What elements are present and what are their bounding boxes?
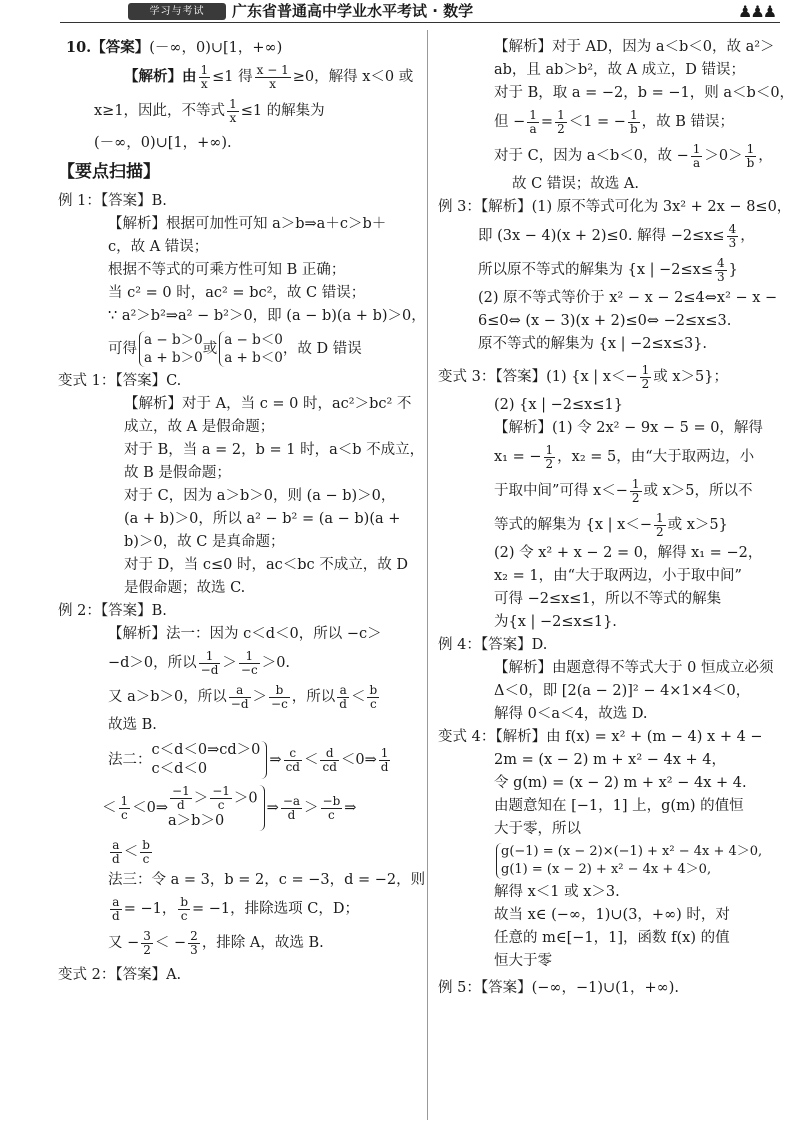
- v4-system: [438, 843, 788, 879]
- fraction: [691, 143, 703, 170]
- q10-explain-3: (－∞，0)∪[1，+∞).: [94, 135, 232, 151]
- system-brace: a − b＞0 a + b＞0: [139, 331, 203, 367]
- fraction: [178, 896, 190, 923]
- v4-line: 2m = (x − 2) m + x² − 4x + 4，: [494, 752, 727, 768]
- system-brace: g(−1) = (x − 2)×(−1) + x² − 4x + 4＞0, g(1) = (x − 2) + x² − 4x + 4＞0,: [496, 843, 762, 879]
- denominator: a: [529, 121, 537, 136]
- ex2-method3: 又 − $\frac{3}{2}$ ＜ − $\frac{2}{3}$ ，排除 A，故选 B.: [108, 928, 324, 957]
- numerator: −b: [322, 793, 341, 808]
- column-divider: [427, 30, 428, 1120]
- denominator: 3: [717, 269, 725, 284]
- denominator: b: [629, 121, 638, 136]
- ex4-line: Δ＜0，即 [2(a − 2)]² − 4×1×4＜0，: [494, 683, 751, 699]
- v1-line: 是假命题；故选 C.: [124, 580, 246, 596]
- numerator: b: [369, 682, 378, 697]
- v4-line: 恒大于零: [494, 953, 552, 969]
- v3-line: 为{x | −2≤x≤1}.: [494, 614, 617, 630]
- system-brace: a − b＜0 a + b＜0: [219, 331, 283, 367]
- v3-line: 【解析】(1) 令 2x² − 9x − 5 = 0，解得: [494, 420, 763, 436]
- ex1-answer: 例 1：【答案】B.: [58, 193, 167, 209]
- fraction: [140, 839, 152, 866]
- v1-answer: 变式 1：【答案】C.: [58, 373, 182, 389]
- numerator: 1: [545, 442, 554, 457]
- q10-answer: 10.【答案】(－∞，0)∪[1，+∞): [66, 39, 283, 56]
- header-title: 广东省普通高中学业水平考试 · 数学: [232, 2, 474, 20]
- ex1-line: 当 c² = 0 时，ac² = bc²，故 C 错误；: [108, 285, 366, 301]
- ex2-line: 【解析】法一：因为 c＜d＜0，所以 −c＞: [108, 626, 382, 642]
- numerator: d: [320, 747, 338, 761]
- denominator: 2: [143, 942, 151, 957]
- numerator: 1: [557, 107, 565, 122]
- q10-explain-1: 【解析】由 $\frac{1}{x}$ ≤1 得 $\frac{x - 1}{x}$ ≥0，解得 x＜0 或: [124, 62, 414, 91]
- v2-line: 但 − $\frac{1}{a}$ = $\frac{1}{2}$ ＜1 = − $\frac{1}{b}$ ，故 B 错误；: [494, 107, 735, 136]
- denominator: 3: [728, 235, 737, 250]
- v1-line: 对于 C，因为 a＞b＞0，则 (a − b)＞0，: [124, 488, 396, 504]
- denominator: x: [200, 76, 208, 91]
- fraction: [227, 98, 239, 125]
- header-rule: [60, 22, 780, 23]
- fraction: [527, 109, 539, 136]
- ex3-line: 所以原不等式的解集为 {x | −2≤x≤ $\frac{4}{3}$ }: [478, 255, 738, 284]
- fraction: [284, 747, 302, 774]
- numerator: a: [229, 684, 251, 698]
- numerator: 1: [379, 747, 391, 761]
- denominator: a: [692, 155, 701, 170]
- v4-line: 解得 x＜1 或 x＞3.: [494, 884, 620, 900]
- numerator: b: [180, 894, 189, 909]
- v4-line: 由题意知在 [−1，1] 上，g(m) 的值恒: [494, 798, 744, 814]
- ex2-method3: $\frac{a}{d}$ = −1， $\frac{b}{c}$ = −1，排除选项 C，D；: [112, 894, 359, 923]
- denominator: b: [746, 155, 755, 170]
- denominator: −d: [230, 696, 249, 711]
- numerator: 1: [199, 650, 221, 664]
- ex3-line: 即 (3x − 4)(x + 2)≤0. 解得 −2≤x≤ $\frac{4}{3}$ ，: [478, 221, 755, 250]
- fraction: [281, 795, 302, 822]
- fraction: [727, 223, 739, 250]
- ex4-line: 【解析】由题意得不等式大于 0 恒成立必须: [494, 660, 774, 676]
- numerator: 1: [200, 62, 209, 77]
- fraction: [654, 512, 666, 539]
- denominator: 3: [190, 942, 198, 957]
- denominator: d: [287, 807, 296, 822]
- denominator: 2: [545, 456, 554, 471]
- fraction: [367, 684, 379, 711]
- fraction: [715, 257, 727, 284]
- v2-line: ab，且 ab＞b²，故 A 成立，D 错误；: [494, 62, 745, 78]
- fraction: [555, 109, 567, 136]
- v1-line: 【解析】对于 A，当 c = 0 时，ac²＞bc² 不: [124, 396, 412, 412]
- page-header: [0, 0, 800, 26]
- ex1-line: ∵ a²＞b²⇒a² − b²＞0，即 (a − b)(a + b)＞0，: [108, 308, 426, 324]
- ex2-method2: $\frac{a}{d}$ ＜ $\frac{b}{c}$: [112, 837, 150, 866]
- ex1-line: 根据不等式的可乘方性可知 B 正确；: [108, 262, 346, 278]
- denominator: −c: [271, 696, 288, 711]
- v3-answer: 变式 3：【答案】(1) {x | x＜− $\frac{1}{2}$ 或 x＞5}；: [438, 362, 728, 391]
- ex2-line: 故选 B.: [108, 717, 157, 733]
- fraction: [379, 747, 391, 774]
- fraction: [110, 839, 122, 866]
- numerator: 1: [239, 650, 260, 664]
- fraction: [141, 930, 153, 957]
- fraction: [199, 650, 221, 677]
- numerator: −1: [172, 784, 190, 798]
- v1-line: (a + b)＞0，所以 a² − b² = (a − b)(a +: [124, 511, 401, 527]
- numerator: 4: [717, 255, 725, 270]
- fraction: [745, 143, 757, 170]
- ex2-method2: ＜ $\frac{1}{c}$ ＜0⇒ $\frac{-1}{d}$ ＞ $\frac{-1}{c}$ ＞0 a＞b＞0⇒ $\frac{-a}{d}$ ＞ $\frac{-b}{c}$ ⇒: [102, 784, 357, 829]
- ex4-answer: 例 4：【答案】D.: [438, 637, 548, 653]
- fraction: [630, 478, 642, 505]
- v3-line: x₁ = − $\frac{1}{2}$ ，x₂ = 5，由“大于取两边，小: [494, 442, 755, 471]
- numerator: 1: [745, 143, 757, 157]
- v3-line: 于取中间”可得 x＜− $\frac{1}{2}$ 或 x＞5，所以不: [494, 476, 753, 505]
- v4-line: 变式 4：【解析】由 f(x) = x² + (m − 4) x + 4 −: [438, 729, 763, 745]
- fraction: [269, 684, 290, 711]
- numerator: 2: [190, 928, 198, 943]
- ex1-line: 【解析】根据可加性可知 a＞b⇒a＋c＞b＋: [108, 216, 387, 232]
- v2-line: 【解析】对于 AD，因为 a＜b＜0，故 a²＞: [494, 39, 775, 55]
- fraction: [321, 795, 343, 822]
- v1-line: 对于 B，当 a = 2，b = 1 时，a＜b 不成立，: [124, 442, 425, 458]
- system-brace: c＜d＜0⇒cd＞0 c＜d＜0: [152, 741, 268, 779]
- denominator: c: [328, 807, 335, 822]
- fraction: [640, 364, 652, 391]
- numerator: b: [142, 837, 150, 852]
- numerator: 1: [120, 793, 129, 808]
- system-brace: $\frac{-1}{d}$ ＞ $\frac{-1}{c}$ ＞0 a＞b＞0: [168, 785, 265, 831]
- v2-line: 对于 B，取 a = −2，b = −1，则 a＜b＜0，: [494, 85, 795, 101]
- right-column: [438, 36, 795, 1000]
- v3-line: 可得 −2≤x≤1，所以不等式的解集: [494, 591, 722, 607]
- numerator: a: [337, 684, 349, 698]
- v1-line: 成立，故 A 是假命题；: [124, 419, 275, 435]
- fraction: [210, 785, 232, 812]
- denominator: d: [112, 851, 120, 866]
- ex2-line: 又 a＞b＞0，所以 $\frac{a}{-d}$ ＞ $\frac{b}{-c}$ ，所以 $\frac{a}{d}$ ＜ $\frac{b}{c}$: [108, 682, 378, 711]
- numerator: a: [110, 839, 122, 853]
- denominator: d: [177, 798, 185, 812]
- left-column: [58, 36, 426, 987]
- fraction: [544, 444, 556, 471]
- v4-line: 令 g(m) = (x − 2) m + x² − 4x + 4.: [494, 775, 747, 791]
- v3-line: (2) {x | −2≤x≤1}: [494, 397, 623, 413]
- denominator: 2: [641, 376, 650, 391]
- numerator: 1: [692, 141, 701, 156]
- fraction: [188, 930, 200, 957]
- ex3-line: (2) 原不等式等价于 x² − x − 2≤4⇔x² − x −: [478, 290, 778, 306]
- numerator: 4: [728, 221, 737, 236]
- q10-explain-2: x≥1，因此，不等式 $\frac{1}{x}$ ≤1 的解集为: [94, 96, 325, 125]
- ex2-line: −d＞0，所以 $\frac{1}{-d}$ ＞ $\frac{1}{-c}$ ＞0.: [108, 648, 291, 677]
- section-heading: 【要点扫描】: [58, 162, 160, 182]
- denominator: 2: [557, 121, 565, 136]
- ex2-answer: 例 2：【答案】B.: [58, 603, 167, 619]
- ex2-method3: 法三：令 a = 3，b = 2，c = −3，d = −2，则: [108, 872, 426, 888]
- denominator: x: [229, 110, 237, 125]
- fraction: [255, 64, 291, 91]
- v2-line: 对于 C，因为 a＜b＜0，故 − $\frac{1}{a}$ ＞0＞ $\frac{1}{b}$ ，: [494, 141, 773, 170]
- numerator: −a: [282, 793, 301, 808]
- denominator: c: [369, 696, 377, 711]
- denominator: c: [120, 807, 128, 822]
- numerator: a: [110, 896, 122, 910]
- fraction: [199, 64, 211, 91]
- denominator: 2: [631, 490, 640, 505]
- fraction: [119, 795, 131, 822]
- denominator: 2: [655, 524, 664, 539]
- v1-line: 故 B 是假命题；: [124, 465, 231, 481]
- denominator: c: [180, 908, 188, 923]
- denominator: cd: [285, 759, 300, 774]
- v4-line: 故当 x∈ (−∞，1)∪(3，+∞) 时，对: [494, 907, 730, 923]
- v2-line: 故 C 错误；故选 A.: [512, 176, 640, 192]
- fraction: [320, 747, 338, 774]
- ex3-line: 例 3：【解析】(1) 原不等式可化为 3x² + 2x − 8≤0，: [438, 199, 792, 215]
- ex4-line: 解得 0＜a＜4，故选 D.: [494, 706, 648, 722]
- ex1-line: c，故 A 错误；: [108, 239, 209, 255]
- ex3-line: 6≤0⇔ (x − 3)(x + 2)≤0⇔ −2≤x≤3.: [478, 313, 732, 329]
- numerator: 1: [641, 362, 650, 377]
- fraction: [110, 896, 122, 923]
- denominator: d: [339, 696, 347, 711]
- numerator: 1: [655, 510, 664, 525]
- v4-line: 大于零，所以: [494, 821, 581, 837]
- v1-line: b)＞0，故 C 是真命题；: [124, 534, 285, 550]
- denominator: x: [269, 76, 277, 91]
- denominator: c: [142, 851, 150, 866]
- denominator: d: [380, 759, 389, 774]
- numerator: b: [269, 684, 290, 698]
- fraction: [628, 109, 640, 136]
- v3-line: 等式的解集为 {x | x＜− $\frac{1}{2}$ 或 x＞5}: [494, 510, 728, 539]
- denominator: −d: [200, 662, 219, 677]
- denominator: c: [217, 798, 225, 812]
- ex1-line-system: 可得 a − b＞0 a + b＞0 或 a − b＜0 a + b＜0 ，故 D 错误: [108, 332, 362, 366]
- fraction: [229, 684, 251, 711]
- numerator: c: [284, 747, 302, 761]
- numerator: −1: [212, 784, 230, 798]
- numerator: 1: [229, 96, 237, 111]
- fraction: [170, 785, 192, 812]
- series-logo: 学习与考试: [128, 3, 226, 20]
- denominator: cd: [322, 759, 337, 774]
- numerator: 1: [529, 107, 537, 122]
- v1-line: 对于 D，当 c≤0 时，ac＜bc 不成立，故 D: [124, 557, 408, 573]
- numerator: 1: [631, 476, 640, 491]
- v3-line: (2) 令 x² + x − 2 = 0，解得 x₁ = −2，: [494, 545, 763, 561]
- v3-line: x₂ = 1，由“大于取两边，小于取中间”: [494, 568, 742, 584]
- denominator: −c: [240, 662, 258, 677]
- denominator: d: [112, 908, 120, 923]
- fraction: [337, 684, 349, 711]
- numerator: 1: [628, 109, 640, 123]
- v2-answer: 变式 2：【答案】A.: [58, 967, 182, 983]
- ex2-method2: 法二： c＜d＜0⇒cd＞0 c＜d＜0 ⇒ $\frac{c}{cd}$ ＜ $\frac{d}{cd}$ ＜0⇒ $\frac{1}{d}$: [108, 742, 389, 777]
- numerator: x − 1: [256, 62, 289, 77]
- people-icon: ♟♟♟: [738, 2, 776, 21]
- fraction: [239, 650, 260, 677]
- ex5-answer: 例 5：【答案】(−∞，−1)∪(1，+∞).: [438, 980, 680, 996]
- ex3-line: 原不等式的解集为 {x | −2≤x≤3}.: [478, 336, 708, 352]
- v4-line: 任意的 m∈[−1，1]，函数 f(x) 的值: [494, 930, 730, 946]
- numerator: 3: [143, 928, 151, 943]
